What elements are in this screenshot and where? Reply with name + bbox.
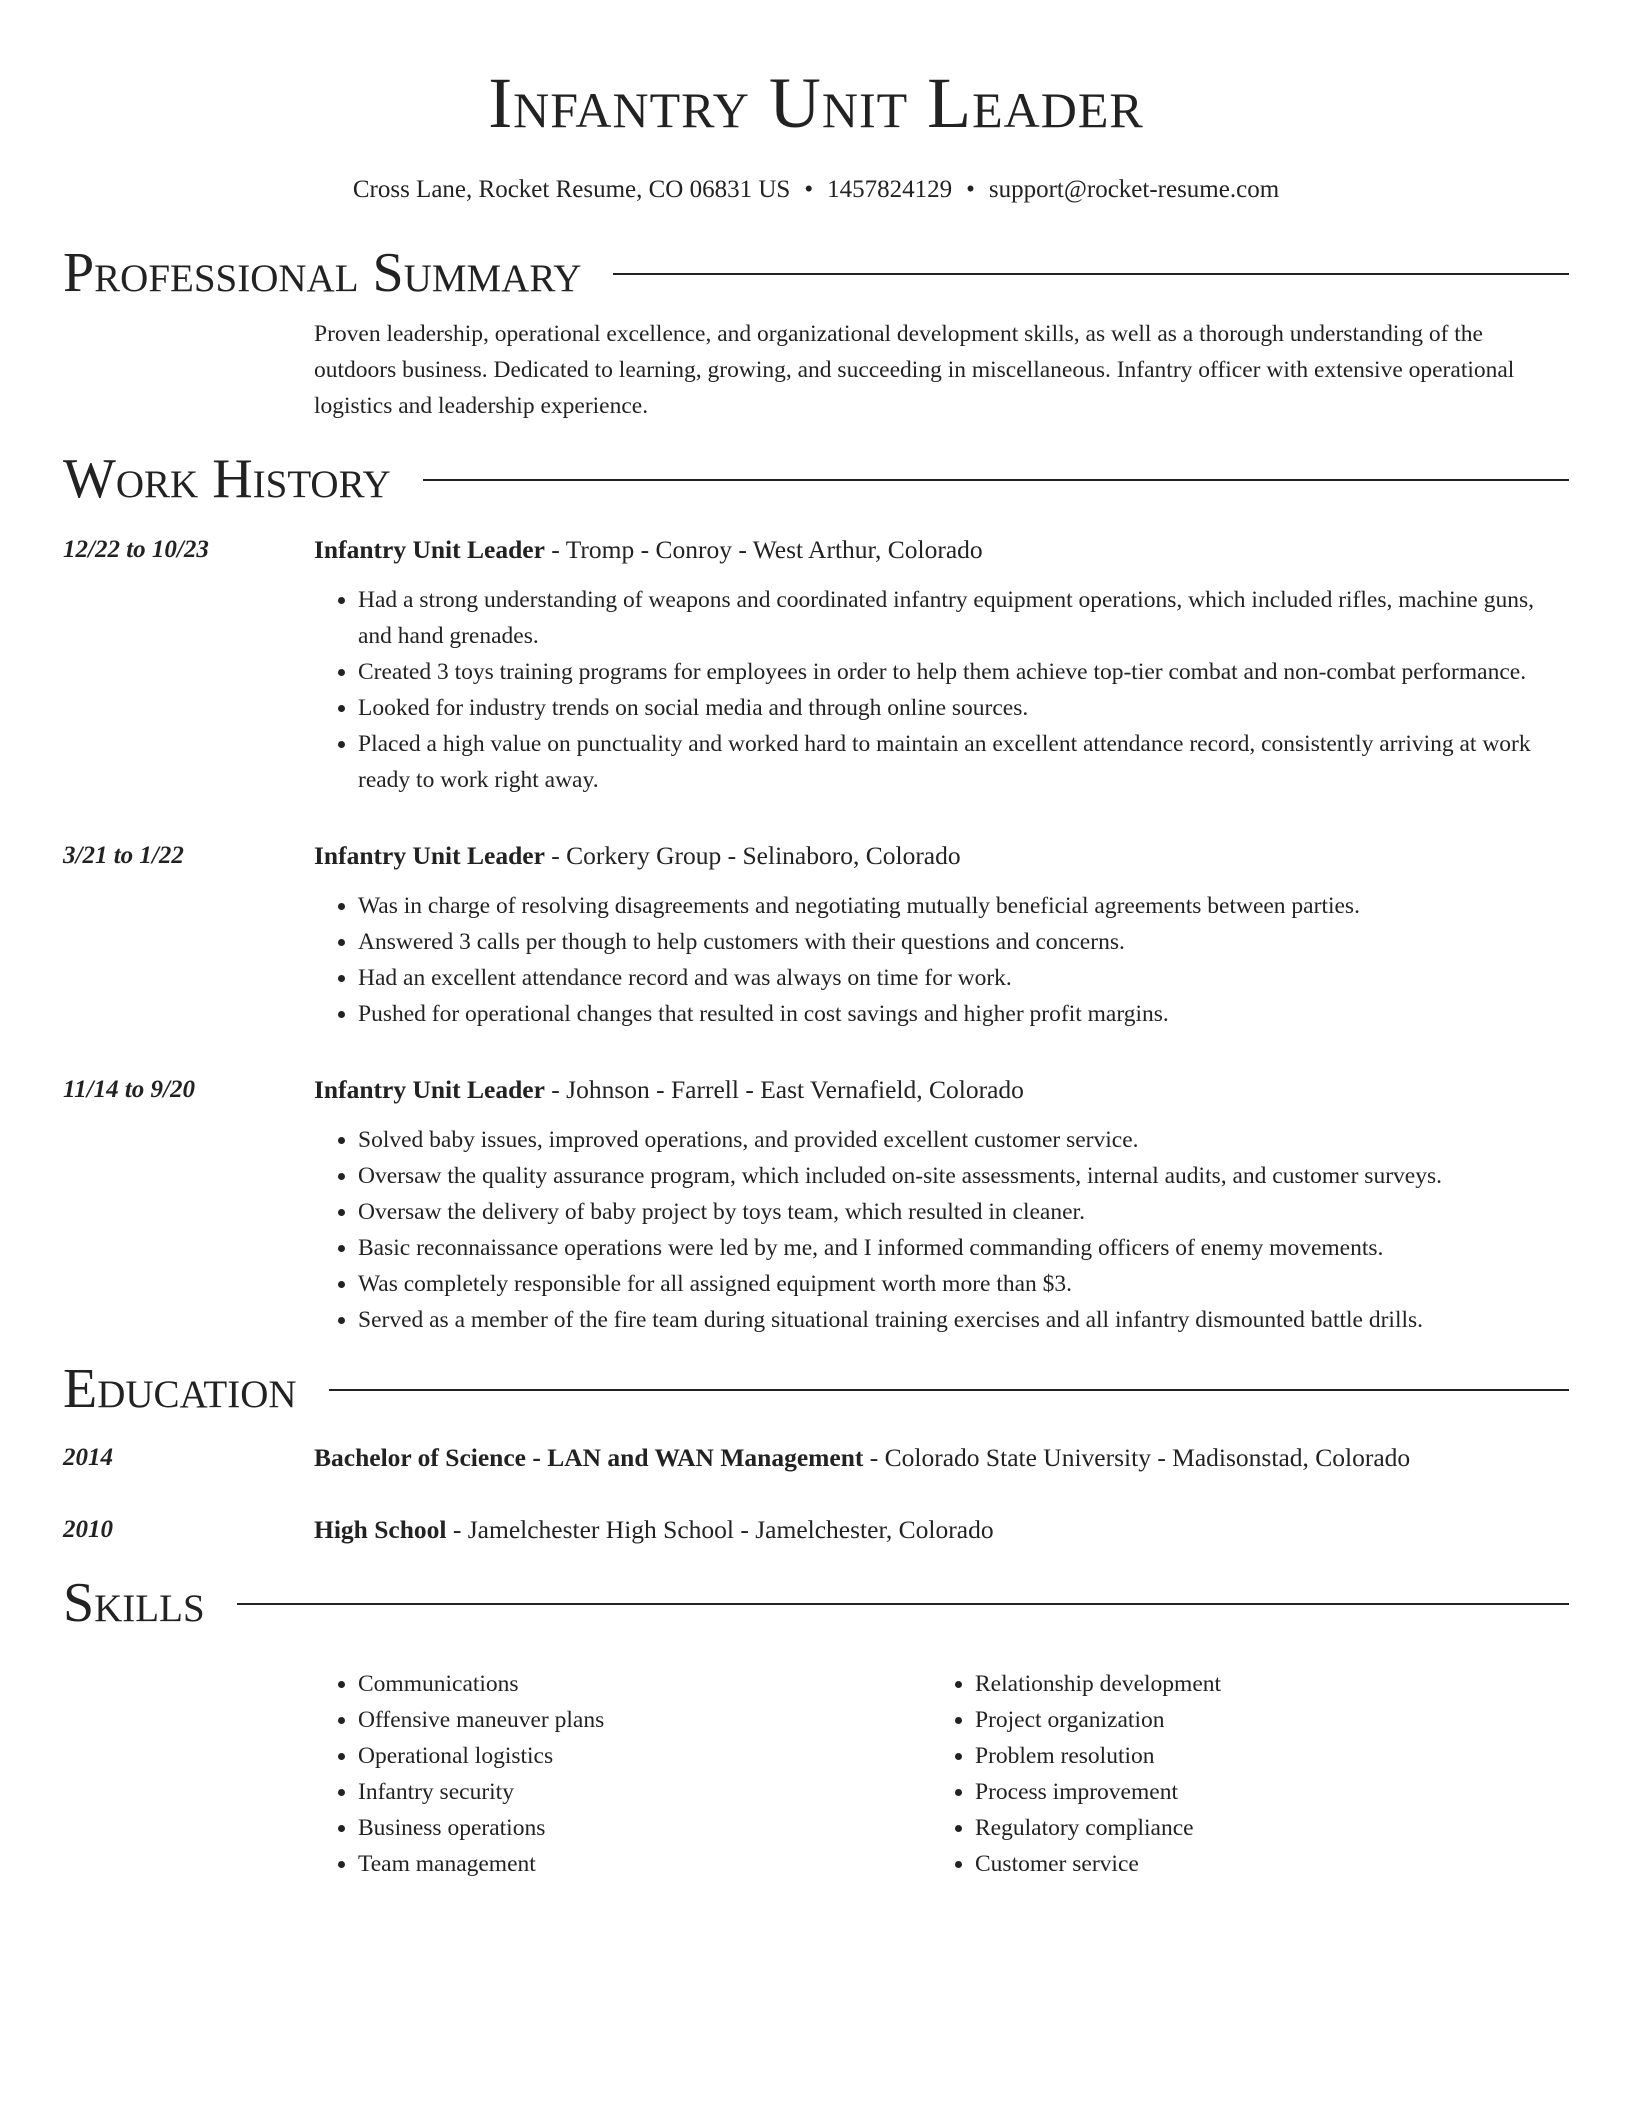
- job-title: Infantry Unit Leader: [314, 535, 545, 564]
- skills-section-header: [63, 1568, 1569, 1638]
- job-bullet: • Oversaw the delivery of baby project by toys team, which resulted in cleaner.: [358, 1194, 1569, 1230]
- education-details: - Jamelchester High School - Jamelchester, Colorado: [446, 1515, 994, 1544]
- education-year: 2010: [63, 1516, 113, 1543]
- education-degree: High School: [314, 1515, 447, 1544]
- work-section-header: [63, 444, 1569, 514]
- job-bullets: [314, 888, 1569, 1032]
- skill-item: • Communications: [358, 1666, 931, 1702]
- skills-section-title: Skills: [63, 1572, 205, 1634]
- contact-email: support@rocket-resume.com: [988, 176, 1280, 203]
- contact-phone: 1457824129: [827, 176, 953, 203]
- summary-section-header: [63, 238, 1569, 308]
- job-title: Infantry Unit Leader: [314, 1075, 545, 1104]
- skill-item: • Business operations: [358, 1810, 931, 1846]
- skill-item: • Project organization: [975, 1702, 1548, 1738]
- job-dates: 3/21 to 1/22: [63, 842, 184, 869]
- job-bullet: • Basic reconnaissance operations were led by me, and I informed commanding officers of enemy movements.: [358, 1230, 1569, 1266]
- skill-item: • Relationship development: [975, 1666, 1548, 1702]
- education-content: [314, 1512, 1569, 1548]
- contact-address: Cross Lane, Rocket Resume, CO 06831 US: [352, 176, 791, 203]
- candidate-name: Infantry Unit Leader: [488, 63, 1144, 143]
- section-divider: [329, 1389, 1569, 1391]
- job-content: [314, 838, 1569, 1032]
- job-bullet: • Placed a high value on punctuality and worked hard to maintain an excellent attendance record, consistently arriving at work ready to work right away.: [358, 726, 1569, 798]
- job-bullet: • Looked for industry trends on social media and through online sources.: [358, 690, 1569, 726]
- skill-item: • Offensive maneuver plans: [358, 1702, 931, 1738]
- skill-item: • Operational logistics: [358, 1738, 931, 1774]
- skill-item: • Problem resolution: [975, 1738, 1548, 1774]
- skill-item: • Process improvement: [975, 1774, 1548, 1810]
- job-details: - Johnson - Farrell - East Vernafield, Colorado: [544, 1075, 1024, 1104]
- job-bullet: • Answered 3 calls per though to help customers with their questions and concerns.: [358, 924, 1569, 960]
- job-bullet: • Served as a member of the fire team during situational training exercises and all infantry dismounted battle drills.: [358, 1302, 1569, 1338]
- job-content: [314, 1072, 1569, 1338]
- job-row: [63, 1072, 1569, 1338]
- section-divider: [237, 1603, 1569, 1605]
- job-entry: [63, 838, 1569, 1032]
- education-content: [314, 1440, 1569, 1476]
- job-bullet: • Had an excellent attendance record and was always on time for work.: [358, 960, 1569, 996]
- resume-page: [63, 0, 1569, 1882]
- education-section-header: [63, 1354, 1569, 1424]
- job-heading: [314, 838, 1569, 874]
- job-row: [63, 838, 1569, 1032]
- work-section-title: Work History: [63, 448, 391, 510]
- section-divider: [423, 479, 1569, 481]
- job-row: [63, 532, 1569, 798]
- job-bullets: [314, 582, 1569, 798]
- job-dates: 12/22 to 10/23: [63, 536, 209, 563]
- skill-item: • Infantry security: [358, 1774, 931, 1810]
- contact-separator: •: [966, 176, 975, 203]
- education-entry: [63, 1512, 1569, 1548]
- job-entry: [63, 532, 1569, 798]
- job-bullet: • Oversaw the quality assurance program, which included on-site assessments, internal audits, and customer surveys.: [358, 1158, 1569, 1194]
- job-bullet: • Was in charge of resolving disagreements and negotiating mutually beneficial agreements between parties.: [358, 888, 1569, 924]
- skill-item: • Customer service: [975, 1846, 1548, 1882]
- education-list: [63, 1440, 1569, 1548]
- job-title: Infantry Unit Leader: [314, 841, 545, 870]
- contact-line: [63, 172, 1569, 208]
- section-divider: [613, 273, 1569, 275]
- job-details: - Corkery Group - Selinaboro, Colorado: [544, 841, 961, 870]
- education-year: 2014: [63, 1444, 113, 1471]
- skill-item: • Team management: [358, 1846, 931, 1882]
- job-heading: [314, 1072, 1569, 1108]
- job-bullet: • Solved baby issues, improved operations, and provided excellent customer service.: [358, 1122, 1569, 1158]
- education-degree: Bachelor of Science - LAN and WAN Management: [314, 1443, 864, 1472]
- job-entry: [63, 1072, 1569, 1338]
- contact-separator: •: [804, 176, 814, 203]
- education-section-title: Education: [63, 1358, 297, 1420]
- skills-list-left: [314, 1666, 931, 1882]
- job-list: [63, 532, 1569, 1338]
- job-dates: 11/14 to 9/20: [63, 1076, 195, 1103]
- skills-list-right: [931, 1666, 1548, 1882]
- education-details: - Colorado State University - Madisonstad, Colorado: [863, 1443, 1411, 1472]
- skill-item: • Regulatory compliance: [975, 1810, 1548, 1846]
- job-content: [314, 532, 1569, 798]
- job-bullet: • Was completely responsible for all assigned equipment worth more than $3.: [358, 1266, 1569, 1302]
- education-entry: [63, 1440, 1569, 1476]
- job-heading: [314, 532, 1569, 568]
- job-bullet: • Had a strong understanding of weapons and coordinated infantry equipment operations, which included rifles, machine guns, and hand grenades.: [358, 582, 1569, 654]
- job-bullets: [314, 1122, 1569, 1338]
- job-bullet: • Created 3 toys training programs for employees in order to help them achieve top-tier combat and non-combat performance.: [358, 654, 1569, 690]
- job-bullet: • Pushed for operational changes that resulted in cost savings and higher profit margins.: [358, 996, 1569, 1032]
- summary-section-title: Professional Summary: [63, 242, 582, 304]
- summary-text: Proven leadership, operational excellence, and organizational development skills, as well as a thorough understanding of the outdoors business. Dedicated to learning, growing, and succeeding in miscellaneous. Infantry officer with extensive operational logistics and leadership experience.: [314, 321, 1515, 419]
- skills-columns: [314, 1666, 1569, 1882]
- job-details: - Tromp - Conroy - West Arthur, Colorado: [544, 535, 983, 564]
